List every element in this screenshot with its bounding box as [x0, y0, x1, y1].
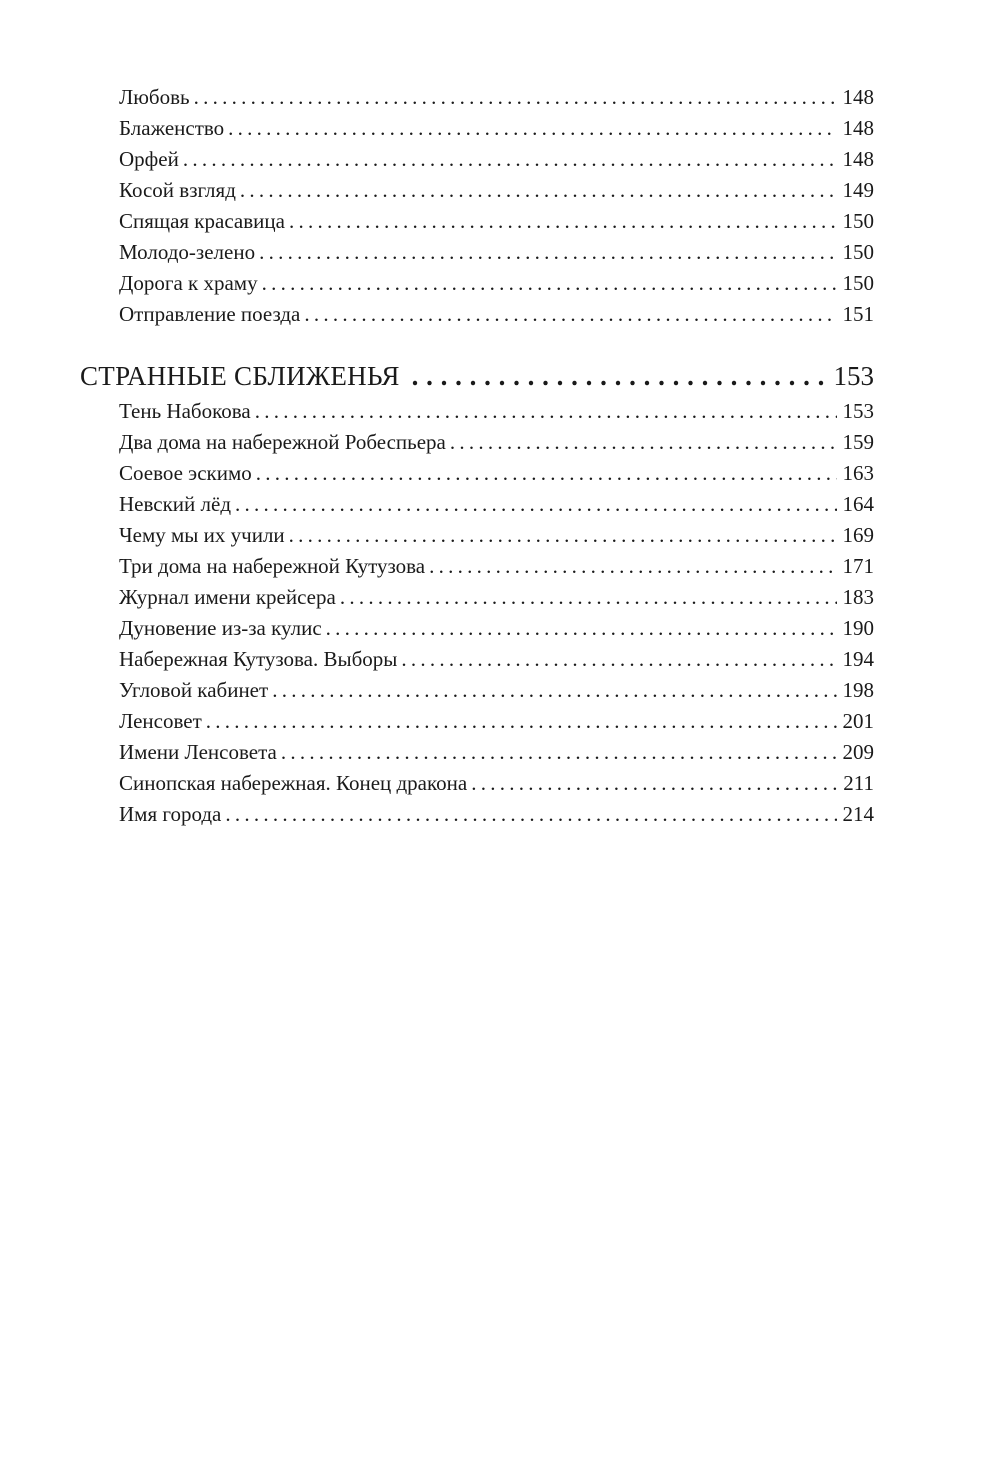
- dot-leader: [281, 737, 837, 768]
- toc-entry: [119, 613, 874, 644]
- dot-leader: [256, 458, 837, 489]
- toc-entry: [119, 175, 874, 206]
- toc-entry-title: Любовь: [119, 85, 190, 109]
- toc-entry-title: Тень Набокова: [119, 399, 251, 423]
- toc-entry: [119, 206, 874, 237]
- toc-entry: [119, 396, 874, 427]
- toc-entry-title: Косой взгляд: [119, 178, 236, 202]
- toc-entry: [119, 675, 874, 706]
- dot-leader: [228, 113, 836, 144]
- toc-entry-page: 150: [842, 240, 874, 264]
- toc-entry-title: Журнал имени крейсера: [119, 585, 336, 609]
- toc-section-title: СТРАННЫЕ СБЛИЖЕНЬЯ: [80, 361, 400, 391]
- toc-entry-page: 190: [842, 616, 874, 640]
- toc-entry: [119, 644, 874, 675]
- toc-section-page: 153: [833, 361, 874, 391]
- toc-entry-page: 148: [842, 116, 874, 140]
- dot-leader: [450, 427, 837, 458]
- toc-entry: [119, 299, 874, 330]
- dot-leader: [262, 268, 837, 299]
- toc-entry: [119, 520, 874, 551]
- toc-entry-title: Спящая красавица: [119, 209, 285, 233]
- dot-leader: [272, 675, 836, 706]
- toc-entry-title: Отправление поезда: [119, 302, 301, 326]
- toc-entry-title: Невский лёд: [119, 492, 232, 516]
- toc-entry-page: 209: [842, 740, 874, 764]
- toc-entry-page: 163: [842, 461, 874, 485]
- toc-entry-title: Набережная Кутузова. Выборы: [119, 647, 398, 671]
- toc-entry-page: 214: [842, 802, 874, 826]
- toc-entry: [119, 237, 874, 268]
- dot-leader: [340, 582, 837, 613]
- toc-entry-title: Два дома на набережной Робеспьера: [119, 430, 446, 454]
- dot-leader: [259, 237, 836, 268]
- toc-entry-page: 153: [842, 399, 874, 423]
- toc-entry-page: 148: [842, 147, 874, 171]
- dot-leader: [289, 206, 837, 237]
- toc-entry-page: 149: [842, 178, 874, 202]
- toc-entry: [119, 82, 874, 113]
- toc-entry: [119, 458, 874, 489]
- toc-entry: [119, 799, 874, 830]
- toc-entry-page: 169: [842, 523, 874, 547]
- toc-entry: [119, 268, 874, 299]
- toc-entry-page: 201: [842, 709, 874, 733]
- dot-leader: [471, 768, 837, 799]
- toc-entry-page: 150: [842, 271, 874, 295]
- dot-leader: [326, 613, 837, 644]
- toc-entry-title: Три дома на набережной Кутузова: [119, 554, 426, 578]
- toc-group-section: [0, 356, 1000, 830]
- toc-entry: [119, 427, 874, 458]
- dot-leader: [412, 356, 826, 396]
- toc-entry: [119, 706, 874, 737]
- dot-leader: [235, 489, 836, 520]
- dot-leader: [429, 551, 836, 582]
- toc-entry-page: 171: [842, 554, 874, 578]
- dot-leader: [289, 520, 837, 551]
- toc-entry-title: Угловой кабинет: [119, 678, 269, 702]
- dot-leader: [183, 144, 837, 175]
- toc-entry: [119, 144, 874, 175]
- toc-entry-title: Синопская набережная. Конец дракона: [119, 771, 468, 795]
- toc-entry-page: 151: [842, 302, 874, 326]
- toc-entry-page: 198: [842, 678, 874, 702]
- dot-leader: [240, 175, 837, 206]
- dot-leader: [225, 799, 836, 830]
- toc-entry-title: Чему мы их учили: [119, 523, 285, 547]
- toc-entry-page: 148: [842, 85, 874, 109]
- toc-entry-title: Орфей: [119, 147, 179, 171]
- toc-entry-title: Дорога к храму: [119, 271, 258, 295]
- toc-entry-page: 194: [842, 647, 874, 671]
- toc-entry-title: Ленсовет: [119, 709, 202, 733]
- toc-entry: [119, 768, 874, 799]
- toc-entry-title: Соевое эскимо: [119, 461, 252, 485]
- toc-entry-title: Имени Ленсовета: [119, 740, 277, 764]
- toc-entry-page: 159: [842, 430, 874, 454]
- toc-group-previous-section: [0, 82, 1000, 330]
- toc-entry: [119, 489, 874, 520]
- dot-leader: [194, 82, 837, 113]
- toc-entry-title: Молодо-зелено: [119, 240, 256, 264]
- dot-leader: [206, 706, 837, 737]
- toc-entry: [119, 737, 874, 768]
- toc-entry-title: Дуновение из-за кулис: [119, 616, 322, 640]
- toc-section-heading: [80, 356, 874, 396]
- toc-entry: [119, 582, 874, 613]
- toc-entry: [119, 551, 874, 582]
- toc-entry-page: 183: [842, 585, 874, 609]
- toc-entry-page: 211: [843, 771, 874, 795]
- toc-entry-title: Блаженство: [119, 116, 225, 140]
- dot-leader: [401, 644, 836, 675]
- toc-entry-page: 150: [842, 209, 874, 233]
- dot-leader: [304, 299, 836, 330]
- toc-entry-title: Имя города: [119, 802, 222, 826]
- toc-entry-page: 164: [842, 492, 874, 516]
- dot-leader: [255, 396, 837, 427]
- toc-entry: [119, 113, 874, 144]
